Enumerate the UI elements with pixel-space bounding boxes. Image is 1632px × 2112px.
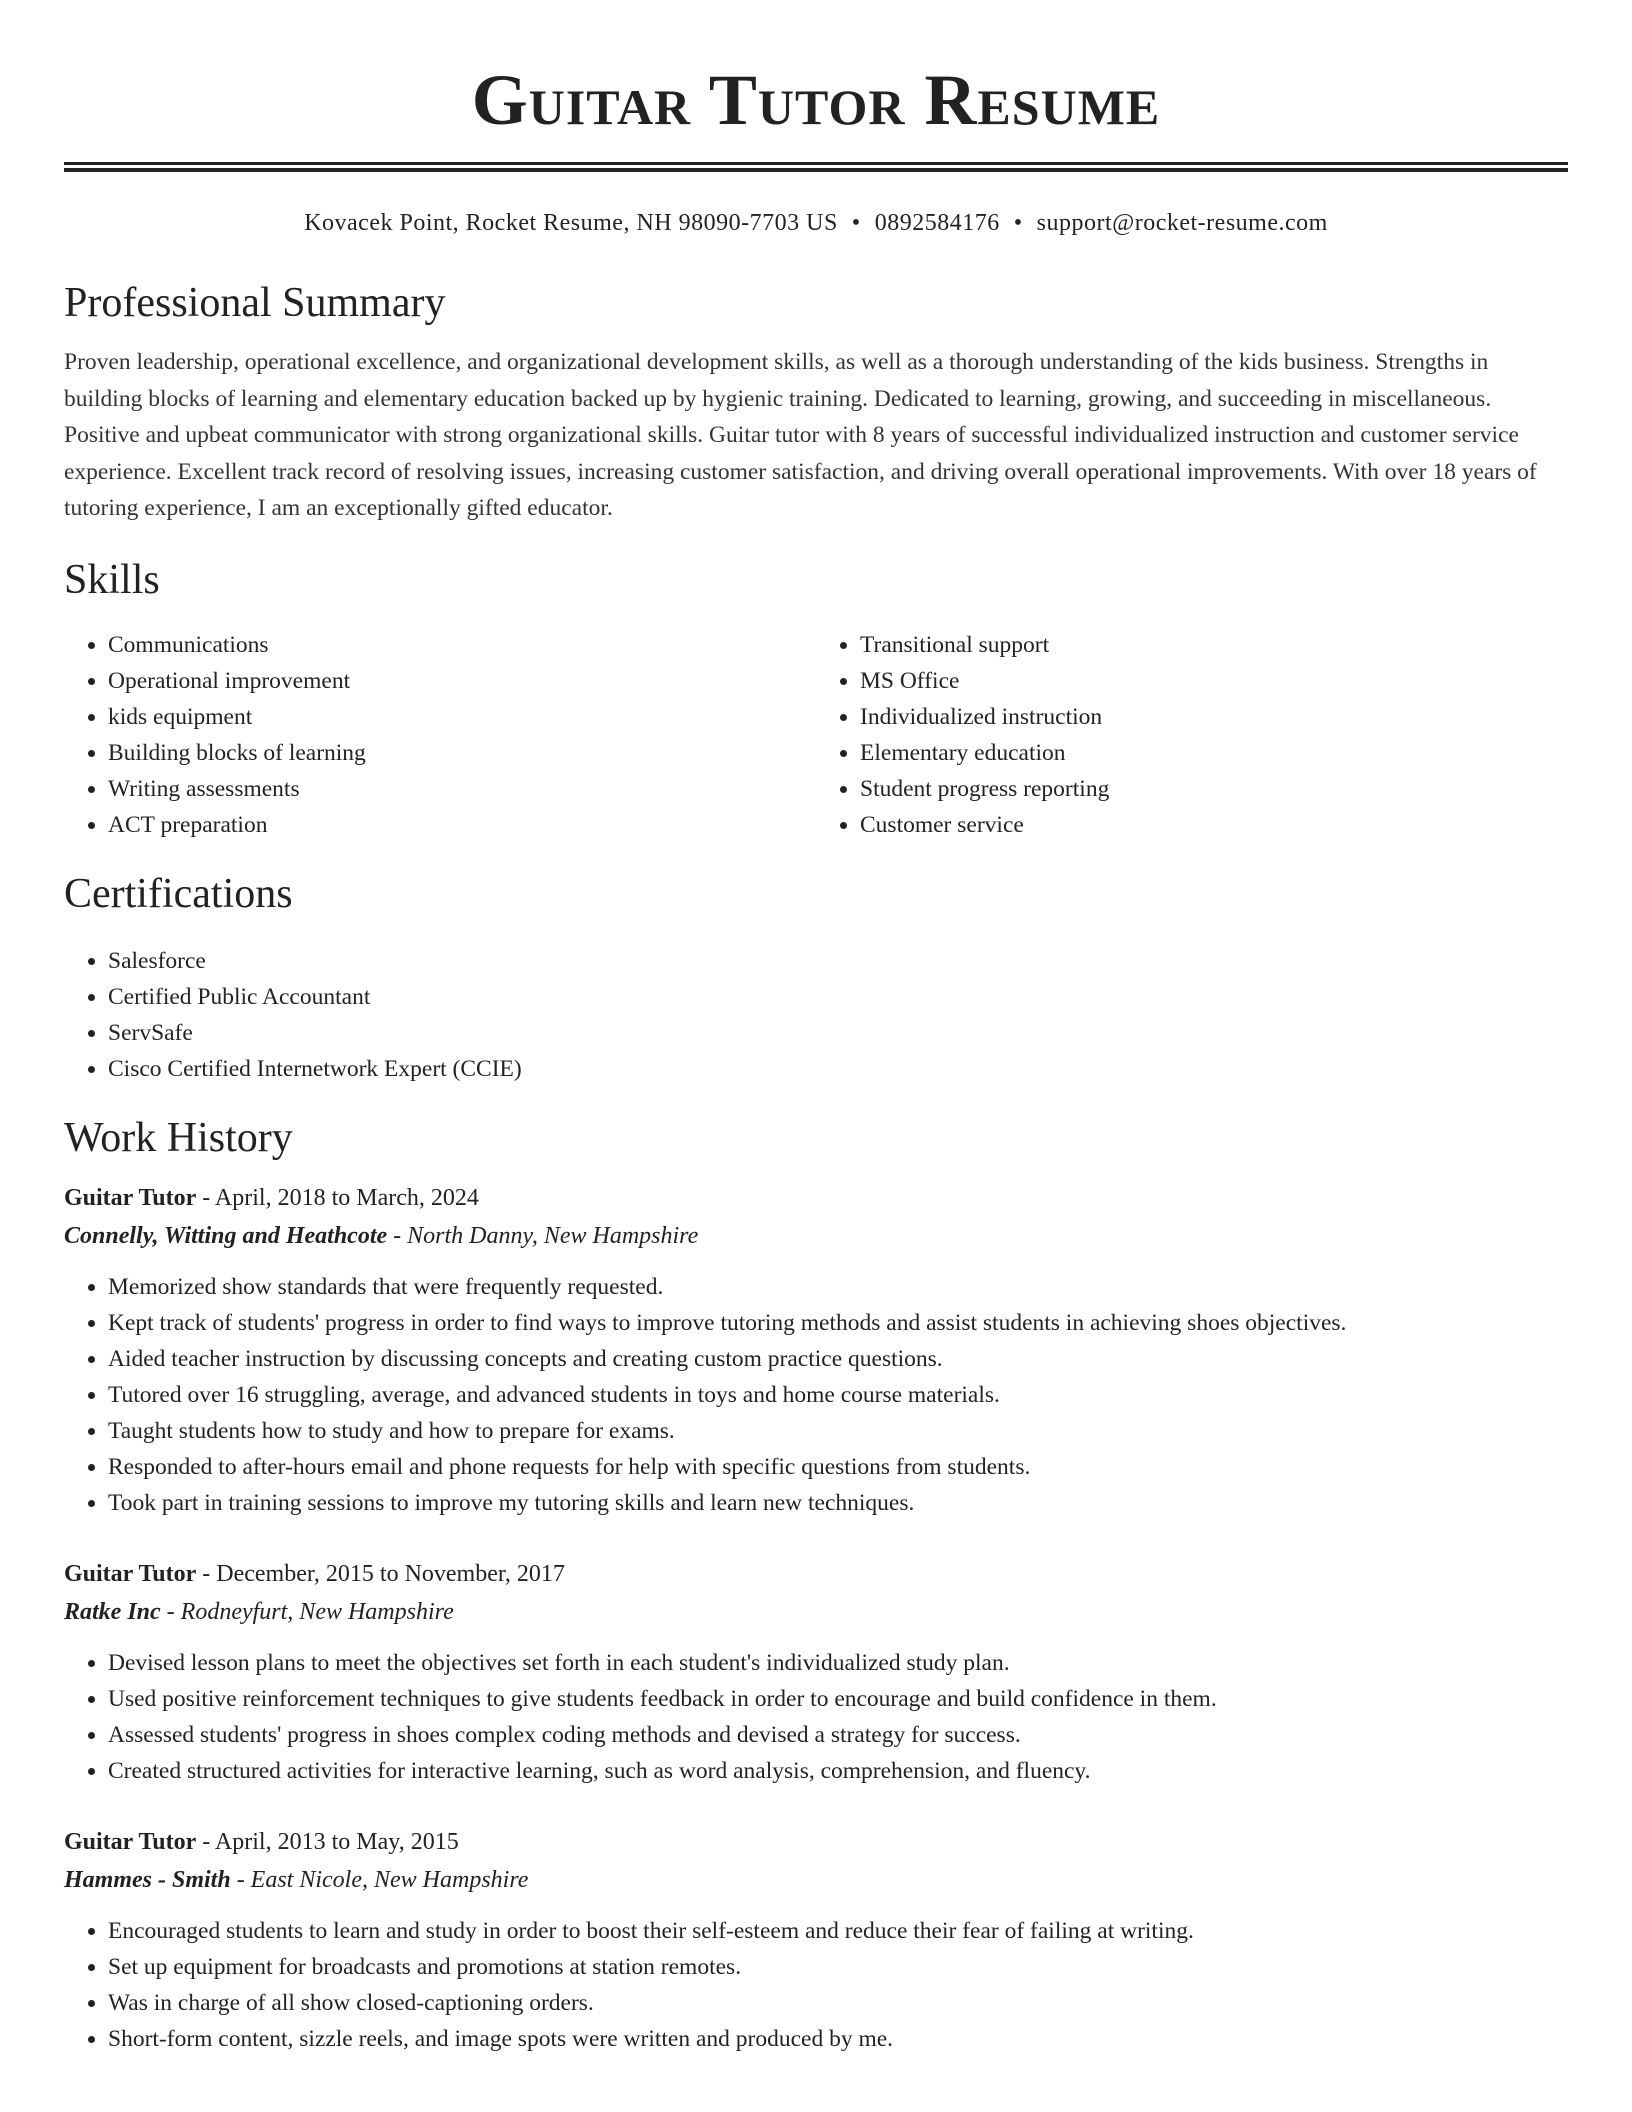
skill-item: • Communications xyxy=(108,627,816,663)
work-history-heading: Work History xyxy=(64,1114,293,1161)
job-bullet: • Aided teacher instruction by discussing concepts and creating custom practice questions. xyxy=(108,1341,1568,1377)
skill-item: • kids equipment xyxy=(108,699,816,735)
job-title-line xyxy=(64,1555,1568,1593)
certification-item: • Cisco Certified Internetwork Expert (CCIE) xyxy=(108,1051,1568,1087)
job-dates: - December, 2015 to November, 2017 xyxy=(196,1560,565,1587)
job-bullet: • Kept track of students' progress in order to find ways to improve tutoring methods and assist students in achieving shoes objectives. xyxy=(108,1305,1568,1341)
skill-item: • Building blocks of learning xyxy=(108,735,816,771)
certifications-list xyxy=(64,943,1568,1087)
job-title: Guitar Tutor xyxy=(64,1560,197,1587)
skills-heading: Skills xyxy=(64,556,160,603)
job-title: Guitar Tutor xyxy=(64,1828,197,1855)
resume-page xyxy=(64,0,1568,2057)
job-dates: - April, 2013 to May, 2015 xyxy=(196,1828,459,1855)
summary-heading: Professional Summary xyxy=(64,280,446,326)
job-entry xyxy=(64,1823,1568,2057)
job-dates: - April, 2018 to March, 2024 xyxy=(196,1184,479,1211)
skill-item: • ACT preparation xyxy=(108,807,816,843)
job-company: Ratke Inc xyxy=(64,1598,161,1625)
job-entry xyxy=(64,1555,1568,1789)
skill-item: • Writing assessments xyxy=(108,771,816,807)
certification-item: • Certified Public Accountant xyxy=(108,979,1568,1015)
job-company: Connelly, Witting and Heathcote xyxy=(64,1222,388,1249)
job-bullet: • Was in charge of all show closed-captioning orders. xyxy=(108,1985,1568,2021)
contact-address: Kovacek Point, Rocket Resume, NH 98090-7703 US xyxy=(304,210,838,236)
summary-text: Proven leadership, operational excellence, and organizational development skills, as well as a thorough understanding of the kids business. Strengths in building blocks of learning and elementary education backed up by hygienic training. Dedicated to learning, growing, and succeeding in miscellaneous. Positive and upbeat communicator with strong organizational skills. Guitar tutor with 8 years of successful individualized instruction and customer service experience. Excellent track record of resolving issues, increasing customer satisfaction, and driving overall operational improvements. With over 18 years of tutoring experience, I am an exceptionally gifted educator. xyxy=(64,349,1537,521)
job-bullet: • Devised lesson plans to meet the objectives set forth in each student's individualized study plan. xyxy=(108,1645,1568,1681)
skill-item: • MS Office xyxy=(860,663,1568,699)
job-company-line xyxy=(64,1217,1568,1255)
job-title-line xyxy=(64,1823,1568,1861)
job-location: - North Danny, New Hampshire xyxy=(387,1222,699,1249)
job-location: - East Nicole, New Hampshire xyxy=(230,1866,529,1893)
job-bullet: • Taught students how to study and how to prepare for exams. xyxy=(108,1413,1568,1449)
skills-list-left xyxy=(64,627,816,843)
skill-item: • Student progress reporting xyxy=(860,771,1568,807)
skill-item: • Operational improvement xyxy=(108,663,816,699)
job-bullet: • Set up equipment for broadcasts and promotions at station remotes. xyxy=(108,1949,1568,1985)
job-title-line xyxy=(64,1179,1568,1217)
contact-phone: 0892584176 xyxy=(874,210,1000,236)
job-bullets xyxy=(64,1645,1568,1789)
skills-columns xyxy=(64,627,1568,843)
skill-item: • Customer service xyxy=(860,807,1568,843)
skill-item: • Elementary education xyxy=(860,735,1568,771)
contact-line xyxy=(64,208,1568,238)
certifications-heading: Certifications xyxy=(64,870,293,917)
contact-separator: • xyxy=(851,210,861,236)
job-company-line xyxy=(64,1593,1568,1631)
contact-email: support@rocket-resume.com xyxy=(1036,210,1328,236)
job-bullets xyxy=(64,1913,1568,2057)
job-entry xyxy=(64,1179,1568,1521)
job-title: Guitar Tutor xyxy=(64,1184,197,1211)
job-bullet: • Short-form content, sizzle reels, and image spots were written and produced by me. xyxy=(108,2021,1568,2057)
job-bullets xyxy=(64,1269,1568,1521)
certification-item: • Salesforce xyxy=(108,943,1568,979)
job-bullet: • Tutored over 16 struggling, average, and advanced students in toys and home course materials. xyxy=(108,1377,1568,1413)
contact-separator: • xyxy=(1013,210,1023,236)
title-double-rule xyxy=(64,162,1568,172)
job-bullet: • Took part in training sessions to improve my tutoring skills and learn new techniques. xyxy=(108,1485,1568,1521)
job-bullet: • Assessed students' progress in shoes complex coding methods and devised a strategy for success. xyxy=(108,1717,1568,1753)
certification-item: • ServSafe xyxy=(108,1015,1568,1051)
skill-item: • Individualized instruction xyxy=(860,699,1568,735)
job-bullet: • Encouraged students to learn and study in order to boost their self-esteem and reduce their fear of failing at writing. xyxy=(108,1913,1568,1949)
job-company-line xyxy=(64,1861,1568,1899)
skills-list-right xyxy=(816,627,1568,843)
job-bullet: • Responded to after-hours email and phone requests for help with specific questions from students. xyxy=(108,1449,1568,1485)
job-bullet: • Memorized show standards that were frequently requested. xyxy=(108,1269,1568,1305)
skill-item: • Transitional support xyxy=(860,627,1568,663)
job-company: Hammes - Smith xyxy=(64,1866,231,1893)
job-location: - Rodneyfurt, New Hampshire xyxy=(160,1598,454,1625)
job-bullet: • Used positive reinforcement techniques to give students feedback in order to encourage and build confidence in them. xyxy=(108,1681,1568,1717)
job-bullet: • Created structured activities for interactive learning, such as word analysis, comprehension, and fluency. xyxy=(108,1753,1568,1789)
resume-title: Guitar Tutor Resume xyxy=(471,60,1161,140)
